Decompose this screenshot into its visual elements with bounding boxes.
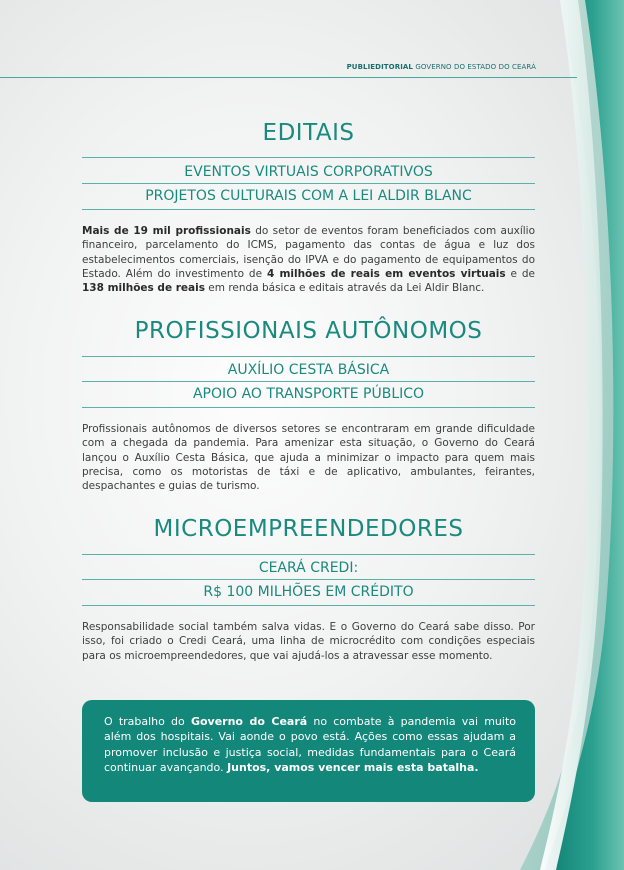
section-title-profissionais-autonomos: PROFISSIONAIS AUTÔNOMOS [134,318,483,344]
divider [82,554,535,555]
bold-text-run: Mais de 19 mil profissionais [82,225,251,237]
section-body-microempreendedores [82,620,535,663]
divider [82,356,535,357]
text-run: O trabalho do [104,715,191,728]
text-run: Responsabilidade social também salva vidas. E o Governo do Ceará sabe disso. Por isso, foi criado o Credi Ceará, uma linha de microcrédito com condições especiais para os microempreendedores, que vai ajudá-los a atravessar esse momento. [82,621,535,662]
bold-text-run: 4 milhões de reais em eventos virtuais [266,267,506,280]
closing-callout-box [82,700,535,802]
text-run: e de [505,267,535,280]
subheading: AUXÍLIO CESTA BÁSICA [227,362,390,378]
bold-text-run: Governo do Ceará [190,715,308,728]
header-divider [0,77,577,78]
divider [82,157,535,158]
publieditorial-header [347,63,536,71]
divider [82,605,535,606]
divider [82,381,535,382]
divider [82,183,535,184]
divider [82,579,535,580]
section-body-editais [82,224,535,295]
subheading: PROJETOS CULTURAIS COM A LEI ALDIR BLANC [145,188,472,204]
text-run: no combate à pandemia vai muito além dos hospitais. Vai aonde o povo está. Ações como essas ajudam a promover inclusão e justiça social, medidas fundamentais para o Ceará continuar avançando. [104,715,516,775]
bold-text-run: Juntos, vamos vencer mais esta batalha. [227,761,479,775]
divider [82,209,535,210]
section-title-editais: EDITAIS [262,120,355,146]
subheading: CEARÁ CREDI: [258,560,359,576]
subheading: R$ 100 MILHÕES EM CRÉDITO [203,584,414,600]
text-run: em renda básica e editais através da Lei Aldir Blanc. [204,282,485,295]
section-body-profissionais [82,422,535,493]
callout-text [104,714,516,776]
bold-text-run: 138 milhões de reais [82,282,205,295]
header-issuer: GOVERNO DO ESTADO DO CEARÁ [415,63,536,71]
text-run: Profissionais autônomos de diversos setores se encontraram em grande dificuldade com a chegada da pandemia. Para amenizar esta situação, o Governo do Ceará lançou o Auxílio Cesta Básica, que ajuda a minimizar o impacto para quem mais precisa, como os motoristas de táxi e de aplicativo, ambulantes, feirantes, despachantes e guias de turismo. [82,423,535,493]
header-brand: PUBLIEDITORIAL [346,63,413,71]
section-title-microempreendedores: MICROEMPREENDEDORES [153,516,464,542]
divider [82,407,535,408]
subheading: EVENTOS VIRTUAIS CORPORATIVOS [184,164,433,180]
subheading: APOIO AO TRANSPORTE PÚBLICO [192,386,425,402]
text-run: do setor de eventos foram beneficiados com auxílio financeiro, parcelamento do ICMS, pagamento das contas de água e luz dos estabelecimentos comerciais, isenção do IPVA e do pagamento de equipamentos do Estado. Além do investimento de [82,225,535,280]
